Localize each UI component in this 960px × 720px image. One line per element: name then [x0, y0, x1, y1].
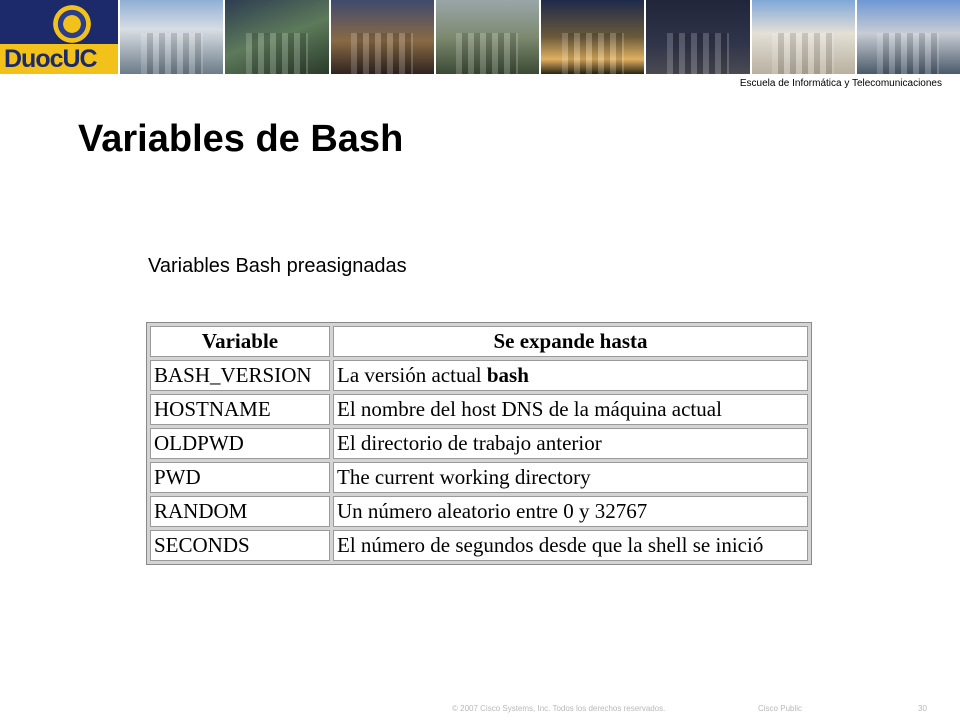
duoc-uc-logo	[0, 0, 118, 74]
slide-subtitle: Variables Bash preasignadas	[148, 255, 407, 277]
variable-cell: SECONDS	[150, 530, 330, 561]
table-row	[150, 496, 808, 527]
description-cell: Un número aleatorio entre 0 y 32767	[333, 496, 808, 527]
table-row	[150, 394, 808, 425]
campus-photo-2	[225, 0, 328, 74]
variable-cell: HOSTNAME	[150, 394, 330, 425]
table-row	[150, 462, 808, 493]
school-name: Escuela de Informática y Telecomunicaciones	[739, 78, 942, 89]
variable-cell: OLDPWD	[150, 428, 330, 459]
description-cell: El nombre del host DNS de la máquina actual	[333, 394, 808, 425]
page-number: 30	[918, 704, 927, 713]
slide-title: Variables de Bash	[78, 118, 404, 160]
table-header-row	[150, 326, 808, 357]
campus-photo-6	[646, 0, 749, 74]
campus-photo-5	[541, 0, 644, 74]
description-bold-text: bash	[486, 363, 529, 387]
header-banner	[0, 0, 960, 74]
university-seal-icon	[50, 2, 94, 46]
variable-cell: RANDOM	[150, 496, 330, 527]
description-cell	[333, 360, 808, 391]
campus-photo-1	[120, 0, 223, 74]
description-cell: The current working directory	[333, 462, 808, 493]
bash-variables-table	[146, 322, 812, 565]
column-header-expansion: Se expande hasta	[333, 326, 808, 357]
description-cell: El directorio de trabajo anterior	[333, 428, 808, 459]
description-text: La versión actual	[337, 363, 487, 387]
variable-cell: BASH_VERSION	[150, 360, 330, 391]
footer-classification: Cisco Public	[758, 704, 803, 713]
column-header-variable: Variable	[150, 326, 330, 357]
table-row	[150, 360, 808, 391]
campus-photo-3	[331, 0, 434, 74]
campus-photo-8	[857, 0, 960, 74]
variable-cell: PWD	[150, 462, 330, 493]
footer-copyright: © 2007 Cisco Systems, Inc. Todos los derechos reservados.	[452, 704, 666, 713]
description-cell: El número de segundos desde que la shell se inició	[333, 530, 808, 561]
logo-text: DuocUC	[0, 44, 118, 74]
campus-photo-4	[436, 0, 539, 74]
table-row	[150, 530, 808, 561]
table-row	[150, 428, 808, 459]
campus-photo-7	[752, 0, 855, 74]
